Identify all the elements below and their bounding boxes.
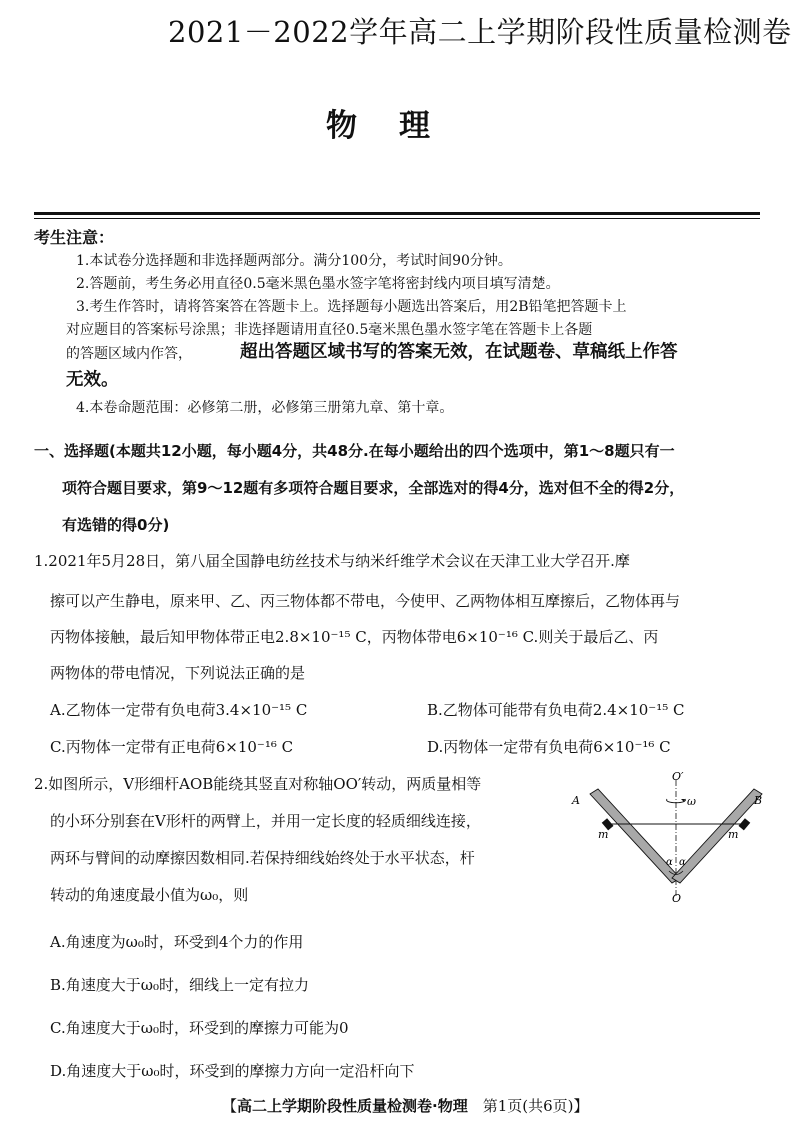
q1-option-d: D.丙物体一定带有负电荷6×10⁻¹⁶ C bbox=[427, 738, 671, 756]
section-heading-line-1: 一、选择题(本题共12小题，每小题4分，共48分.在每小题给出的四个选项中，第1～8题只有一 bbox=[34, 442, 675, 460]
q1-line-2: 擦可以产生静电，原来甲、乙、丙三物体都不带电，今使甲、乙两物体相互摩擦后，乙物体再与 bbox=[50, 592, 681, 610]
label-m-right: m bbox=[728, 828, 739, 841]
q1-line-4: 两物体的带电情况，下列说法正确的是 bbox=[50, 664, 306, 682]
subject-title: 物理 bbox=[326, 108, 472, 144]
label-a: A bbox=[572, 794, 580, 807]
footer-bracket-right: 】 bbox=[573, 1097, 589, 1115]
rod-arm-right bbox=[672, 789, 762, 883]
divider-thick bbox=[34, 212, 760, 215]
footer-page-number: 第1页(共6页) bbox=[467, 1097, 574, 1115]
exam-title: 2021－2022学年高二上学期阶段性质量检测卷 bbox=[168, 15, 792, 49]
notice-line-4: 4.本卷命题范围：必修第二册，必修第三册第九章、第十章。 bbox=[76, 400, 454, 416]
section-heading-line-2: 项符合题目要求，第9～12题有多项符合题目要求，全部选对的得4分，选对但不全的得2分， bbox=[62, 479, 685, 497]
notice-line-3: 3.考生作答时，请将答案答在答题卡上。选择题每小题选出答案后，用2B铅笔把答题卡上 bbox=[76, 299, 627, 315]
notice-emphasis-2: 无效。 bbox=[66, 370, 119, 390]
notice-heading: 考生注意： bbox=[34, 228, 115, 247]
section-heading-line-3: 有选错的得0分) bbox=[62, 516, 170, 534]
v-rod-figure bbox=[568, 768, 768, 908]
label-m-left: m bbox=[598, 828, 609, 841]
ring-right bbox=[738, 818, 750, 830]
q2-option-b: B.角速度大于ω₀时，细线上一定有拉力 bbox=[50, 976, 310, 994]
notice-line-3c: 的答题区域内作答， bbox=[66, 346, 192, 362]
q1-option-b: B.乙物体可能带有负电荷2.4×10⁻¹⁵ C bbox=[427, 701, 685, 719]
notice-line-1: 1.本试卷分选择题和非选择题两部分。满分100分，考试时间90分钟。 bbox=[76, 253, 512, 269]
q1-option-a: A.乙物体一定带有负电荷3.4×10⁻¹⁵ C bbox=[50, 701, 308, 719]
label-o: O bbox=[672, 892, 682, 905]
divider-thin bbox=[34, 218, 760, 219]
footer-bracket-left: 【 bbox=[222, 1097, 238, 1115]
q2-option-d: D.角速度大于ω₀时，环受到的摩擦力方向一定沿杆向下 bbox=[50, 1062, 415, 1080]
q2-line-1: 2.如图所示，V形细杆AOB能绕其竖直对称轴OO′转动，两质量相等 bbox=[34, 775, 482, 793]
notice-line-3b: 对应题目的答案标号涂黑；非选择题请用直径0.5毫米黑色墨水签字笔在答题卡上各题 bbox=[66, 322, 593, 338]
label-alpha-right: α bbox=[679, 857, 686, 868]
q2-line-4: 转动的角速度最小值为ω₀，则 bbox=[50, 886, 249, 904]
label-alpha-left: α bbox=[666, 857, 673, 868]
q1-line-3: 丙物体接触，最后知甲物体带正电2.8×10⁻¹⁵ C，丙物体带电6×10⁻¹⁶ C.则关于最后乙、丙 bbox=[50, 628, 659, 646]
notice-emphasis-1: 超出答题区域书写的答案无效，在试题卷、草稿纸上作答 bbox=[240, 342, 678, 362]
q2-line-2: 的小环分别套在V形杆的两臂上，并用一定长度的轻质细线连接， bbox=[50, 812, 481, 830]
q2-option-a: A.角速度为ω₀时，环受到4个力的作用 bbox=[50, 933, 304, 951]
label-b: B bbox=[754, 794, 763, 807]
q1-line-1: 1.2021年5月28日，第八届全国静电纺丝技术与纳米纤维学术会议在天津工业大学召开.摩 bbox=[34, 552, 630, 570]
notice-line-2: 2.答题前，考生务必用直径0.5毫米黑色墨水签字笔将密封线内项目填写清楚。 bbox=[76, 276, 560, 292]
q1-option-c: C.丙物体一定带有正电荷6×10⁻¹⁶ C bbox=[50, 738, 294, 756]
q2-option-c: C.角速度大于ω₀时，环受到的摩擦力可能为0 bbox=[50, 1019, 349, 1037]
label-o-prime: O′ bbox=[672, 770, 684, 783]
q2-line-3: 两环与臂间的动摩擦因数相同.若保持细线始终处于水平状态，杆 bbox=[50, 849, 475, 867]
page-footer bbox=[222, 1095, 589, 1116]
label-omega: ω bbox=[687, 795, 696, 808]
footer-title: 高二上学期阶段性质量检测卷·物理 bbox=[237, 1097, 468, 1115]
